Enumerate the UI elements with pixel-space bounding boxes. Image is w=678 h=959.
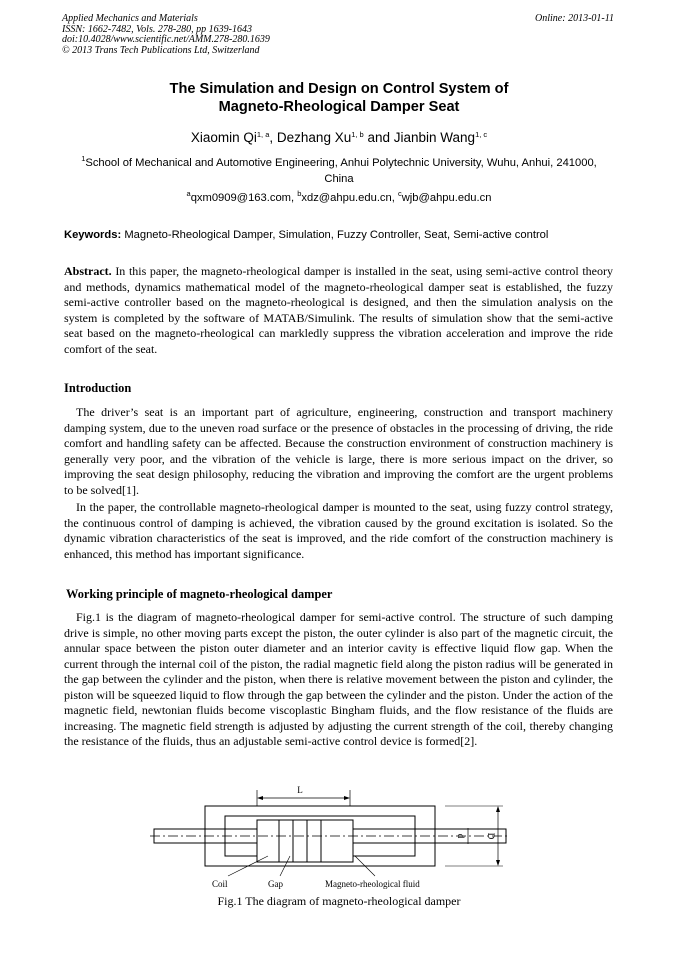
abstract-text: In this paper, the magneto-rheological damper is installed in the seat, using semi-active control theory and methods, dynamics mathematical model of the magneto-rheological damper seat is established, the fuzzy semi-active controller based on the magneto-rheological is designed, and then the simulation analysis on the system is completed by the software of MATAB/Simulink. The results of simulation show that the semi-active seat based on the magneto-rheological can markledly suppress the vibration acceleration and improve the ride comfort of the seat. [64, 264, 614, 356]
author-sup: 1, b [351, 130, 364, 139]
author-sup: 1, a [256, 130, 270, 139]
intro-paragraph-2: In the paper, the controllable magneto-rheological damper is mounted to the seat, using fuzzy control strategy, the continuous control of damping is achieved, the vibration caused by the ground excitation is isolated. So the dynamic vibration characteristics of the seat is improved, and the ride comfort of the construction machinery is enhanced, this method has important significance. [64, 500, 613, 561]
label-fluid: Magneto-rheological fluid [325, 879, 420, 889]
keywords [64, 229, 624, 241]
email-sep: , [291, 192, 298, 204]
author-list [0, 130, 678, 145]
author-sep: and [363, 130, 394, 145]
abstract-label: Abstract. [64, 264, 112, 278]
working-principle-heading: Working principle of magneto-rheological damper [66, 587, 333, 601]
title-line-2: Magneto-Rheological Damper Seat [218, 99, 460, 115]
affiliation [70, 155, 608, 187]
affiliation-text: School of Mechanical and Automotive Engineering, Anhui Polytechnic University, Wuhu, Anhui, 241000, China [85, 157, 597, 185]
email-sup: b [297, 189, 302, 198]
damper-diagram [150, 784, 510, 894]
email-address[interactable]: xdz@ahpu.edu.cn [301, 192, 392, 204]
title-line-1: The Simulation and Design on Control System of [169, 81, 509, 97]
doi-line: doi:10.4028/www.scientific.net/AMM.278-280.1639 [62, 34, 270, 46]
author-sup: 1, c [475, 130, 488, 139]
journal-header [62, 14, 270, 56]
arrow-head [496, 806, 500, 812]
author-name: Xiaomin Qi [190, 130, 257, 145]
email-sep: , [391, 192, 398, 204]
email-sup: c [397, 189, 402, 198]
arrow-head [257, 796, 263, 800]
paper-title [0, 80, 678, 116]
email-address[interactable]: qxm0909@163.com [190, 192, 291, 204]
label-d: d [456, 833, 466, 839]
keywords-label: Keywords: [64, 229, 122, 241]
keywords-text: Magneto-Rheological Damper, Simulation, Fuzzy Controller, Seat, Semi-active control [124, 229, 549, 241]
label-L: L [297, 785, 303, 795]
email-list [0, 189, 678, 204]
journal-name: Applied Mechanics and Materials [62, 13, 198, 24]
arrow-head [496, 860, 500, 866]
label-gap: Gap [268, 879, 283, 889]
arrow-head [344, 796, 350, 800]
issn-line: ISSN: 1662-7482, Vols. 278-280, pp 1639-1643 [62, 23, 252, 35]
label-D: D [486, 832, 496, 840]
working-paragraph: Fig.1 is the diagram of magneto-rheological damper for semi-active control. The structure of such damping drive is simple, no other moving parts except the piston, the outer cylinder is also part of the magnetic circuit, the annular space between the piston outer diameter and an interior cavity is effective liquid flow gap. When the current through the internal coil of the piston, the radial magnetic field along the piston radius will be generated in the gap between the cylinder and the piston, when there is relative movement between the piston and cylinder, the piston will be squeezed liquid to flow through the gap between the cylinder and the piston. Under the action of the magnetic field, newtonian fluids become viscoplastic Bingham fluids, and the flow resistance of the fluids are increasing. The magnetic field strength is adjusted by adjusting the current strength of the coil, thereby changing the resistance of the fluids, thus an adjustable semi-active control device is formed[2]. [64, 610, 613, 748]
label-coil: Coil [212, 879, 228, 889]
figure-caption: Fig.1 The diagram of magneto-rheological damper [217, 894, 461, 908]
intro-paragraph-1: The driver’s seat is an important part of agriculture, engineering, construction and transport machinery damping system, due to the uneven road surface or the presence of obstacles in the processing of driving, the ride comfort and handling safety can be affected. Because the construction environment of construction machinery is generally very poor, and the vibration of the vehicle is large, there is more serious impact on the driver, so improving the seat design philosophy, reducing the vibration and improving the comfort are the urgent problems to be solved[1]. [64, 405, 613, 497]
online-date: Online: 2013-01-11 [535, 13, 614, 24]
piston [257, 820, 353, 862]
introduction-heading: Introduction [64, 381, 132, 395]
abstract-paragraph [64, 264, 613, 357]
author-name: Dezhang Xu [276, 130, 352, 145]
email-sup: a [186, 189, 191, 198]
author-sep: , [269, 130, 277, 145]
author-name: Jianbin Wang [393, 130, 476, 145]
affiliation-sup: 1 [81, 154, 86, 163]
email-address[interactable]: wjb@ahpu.edu.cn [401, 192, 492, 204]
copyright-line: © 2013 Trans Tech Publications Ltd, Switzerland [62, 44, 260, 56]
